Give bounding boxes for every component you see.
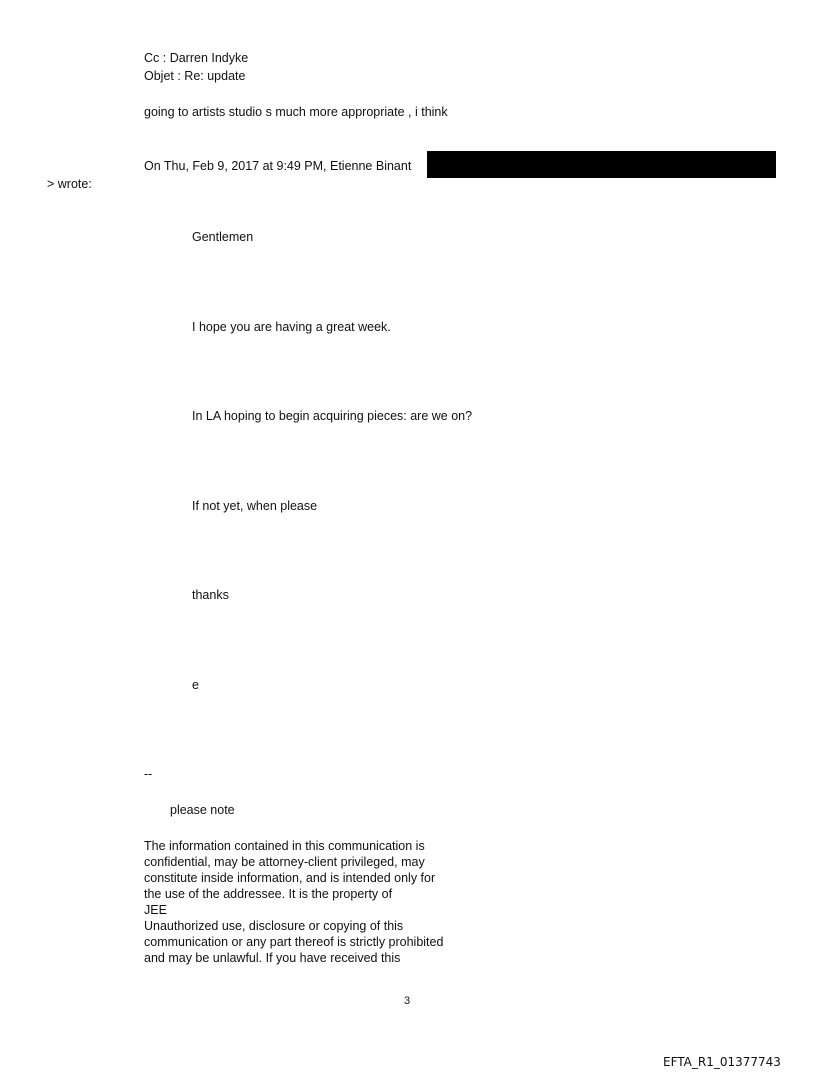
page-number: 3 bbox=[404, 995, 411, 1007]
disclaimer-line: Unauthorized use, disclosure or copying of this bbox=[144, 919, 404, 933]
quoted-signoff: e bbox=[192, 678, 199, 692]
quote-header-line: On Thu, Feb 9, 2017 at 9:49 PM, Etienne Binant bbox=[144, 159, 412, 173]
quoted-paragraph-2: In LA hoping to begin acquiring pieces: are we on? bbox=[192, 409, 473, 423]
signature-separator: -- bbox=[144, 767, 153, 781]
cc-line: Cc : Darren Indyke bbox=[144, 51, 249, 65]
reply-text: going to artists studio s much more appropriate , i think bbox=[144, 105, 448, 119]
disclaimer-line: communication or any part thereof is strictly prohibited bbox=[144, 935, 444, 949]
quoted-paragraph-4: thanks bbox=[192, 588, 229, 602]
signature-note-title: please note bbox=[170, 803, 235, 817]
quoted-greeting: Gentlemen bbox=[192, 230, 254, 244]
disclaimer-line: the use of the addressee. It is the property of bbox=[144, 887, 393, 901]
quoted-paragraph-3: If not yet, when please bbox=[192, 499, 318, 513]
disclaimer-line: confidential, may be attorney-client privileged, may bbox=[144, 855, 425, 869]
disclaimer-line: JEE bbox=[144, 903, 167, 917]
redaction-block bbox=[427, 151, 776, 178]
disclaimer-line: and may be unlawful. If you have received this bbox=[144, 951, 401, 965]
quoted-paragraph-1: I hope you are having a great week. bbox=[192, 320, 391, 334]
disclaimer-line: The information contained in this communication is bbox=[144, 839, 425, 853]
quote-header-wrote: > wrote: bbox=[47, 177, 92, 191]
document-id: EFTA_R1_01377743 bbox=[663, 1055, 781, 1069]
subject-line: Objet : Re: update bbox=[144, 69, 246, 83]
disclaimer-line: constitute inside information, and is intended only for bbox=[144, 871, 436, 885]
